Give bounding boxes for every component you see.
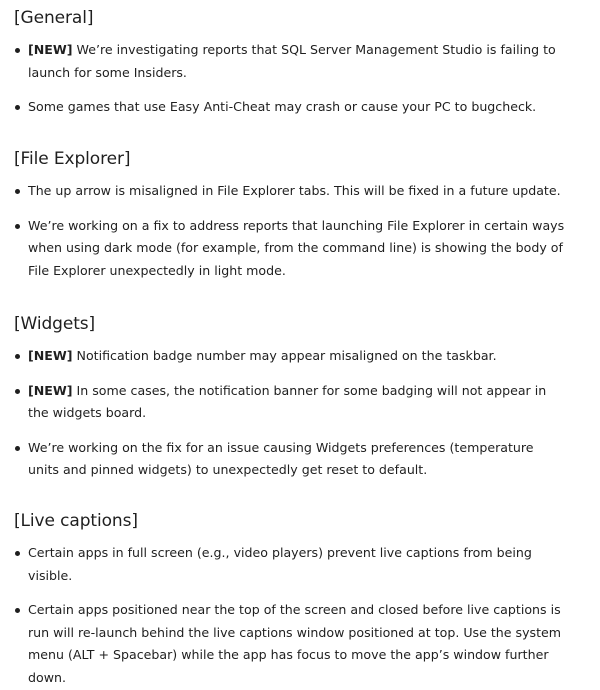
bullet-icon xyxy=(15,105,20,110)
list-item-text: Notification badge number may appear misaligned on the taskbar. xyxy=(72,348,497,363)
section-widgets xyxy=(14,306,568,482)
list-item-text: In some cases, the notification banner for some badging will not appear in the widgets board. xyxy=(28,382,547,421)
section-heading-live-captions: [Live captions] xyxy=(14,511,138,531)
bullet-list-widgets xyxy=(14,345,568,482)
bullet-icon xyxy=(15,224,20,229)
list-item-text: Certain apps in full screen (e.g., video players) prevent live captions from being visible. xyxy=(28,545,532,583)
bullet-icon xyxy=(15,354,20,359)
list-item xyxy=(14,180,568,203)
list-item xyxy=(14,599,568,689)
list-item-text: We’re investigating reports that SQL Server Management Studio is failing to launch for some Insiders. xyxy=(28,42,556,80)
list-item xyxy=(14,345,568,368)
section-heading-file-explorer: [File Explorer] xyxy=(14,149,131,169)
bullet-icon xyxy=(15,446,20,451)
list-item xyxy=(14,96,568,119)
bullet-icon xyxy=(15,389,20,394)
list-item xyxy=(14,39,568,84)
list-item xyxy=(14,380,568,425)
list-item xyxy=(14,215,568,283)
list-item-text: The up arrow is misaligned in File Explorer tabs. This will be fixed in a future update. xyxy=(28,183,561,198)
section-live-captions xyxy=(14,503,568,690)
section-general xyxy=(14,0,568,119)
section-file-explorer xyxy=(14,141,568,282)
list-item xyxy=(14,437,568,482)
list-item xyxy=(14,542,568,587)
section-heading-general: [General] xyxy=(14,8,94,28)
list-item-text: We’re working on the fix for an issue causing Widgets preferences (temperature units and pinned widgets) to unexpectedly get reset to default. xyxy=(28,439,534,478)
bullet-icon xyxy=(15,551,20,556)
bullet-icon xyxy=(15,608,20,613)
bullet-icon xyxy=(15,189,20,194)
bullet-list-file-explorer xyxy=(14,180,568,282)
bullet-list-live-captions xyxy=(14,542,568,690)
new-tag: [NEW] xyxy=(28,348,73,363)
new-tag: [NEW] xyxy=(28,42,73,57)
list-item-text: Certain apps positioned near the top of the screen and closed before live captions is run will re-launch behind the live captions window positioned at top. Use the system menu (ALT + Spacebar) while the app has focus to move the app’s window further down. xyxy=(28,602,562,685)
section-heading-widgets: [Widgets] xyxy=(14,314,96,334)
bullet-icon xyxy=(15,48,20,53)
new-tag: [NEW] xyxy=(28,382,73,398)
bullet-list-general xyxy=(14,39,568,119)
list-item-text: We’re working on a fix to address reports that launching File Explorer in certain ways when using dark mode (for example, from the command line) is showing the body of File Explorer unexpectedly in light mode. xyxy=(28,217,565,278)
list-item-text: Some games that use Easy Anti-Cheat may crash or cause your PC to bugcheck. xyxy=(28,99,537,115)
